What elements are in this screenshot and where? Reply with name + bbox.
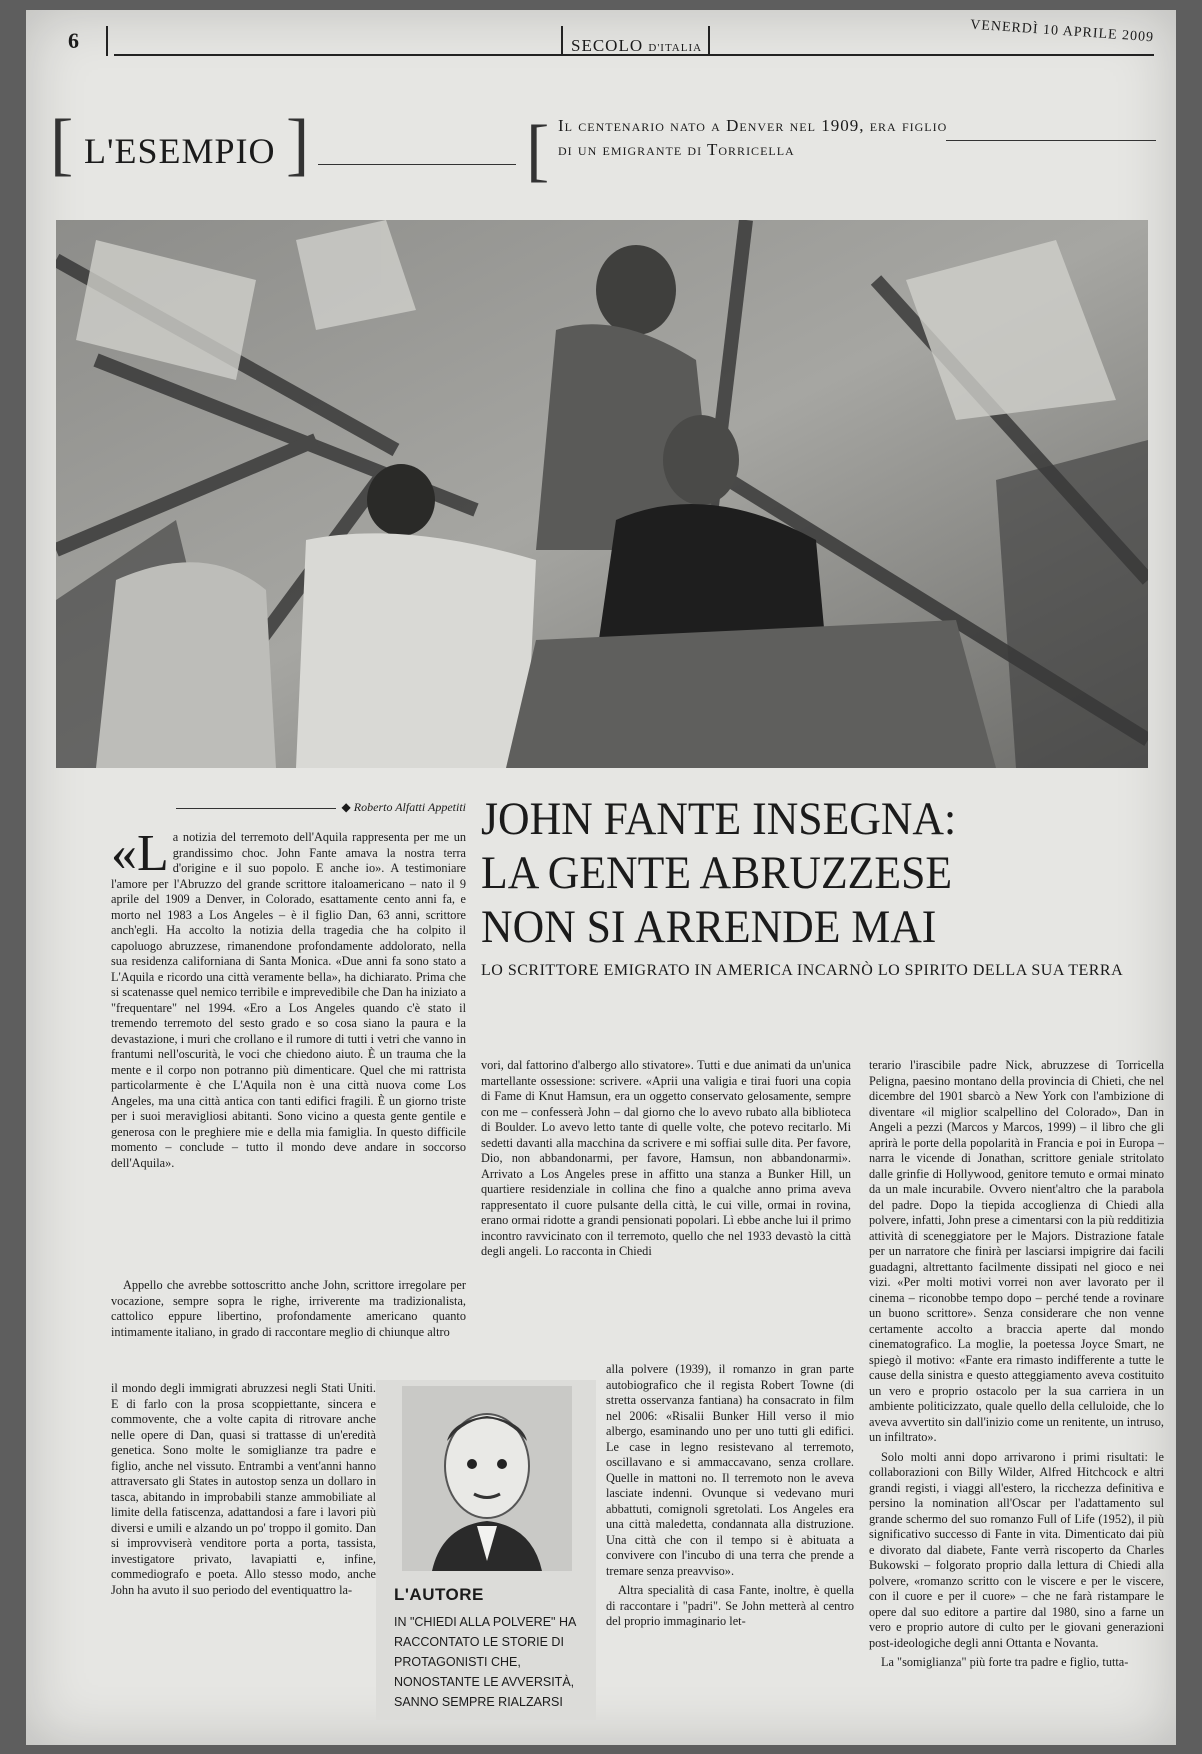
article-column	[606, 1362, 854, 1737]
newspaper-page	[26, 10, 1176, 1745]
drop-cap: «L	[111, 830, 169, 882]
earthquake-photo	[56, 220, 1148, 768]
bracket-left-icon: [	[50, 106, 74, 183]
article-column	[111, 1278, 466, 1383]
paragraph: Appello che avrebbe sottoscritto anche John, scrittore irregolare per vocazione, sempre sopra le righe, irriverente ma tradizionalista, cattolico eppure libertino, profondamente americano quanto intimamente italiano, in grado di raccontare meglio di chiunque altro	[111, 1278, 466, 1339]
author-portrait	[402, 1386, 572, 1571]
subheadline: LO SCRITTORE EMIGRATO IN AMERICA INCARNÒ LO SPIRITO DELLA SUA TERRA	[481, 962, 1124, 979]
diamond-icon: ◆	[341, 800, 354, 814]
divider	[176, 808, 336, 809]
divider	[318, 164, 516, 165]
headline-line: LA GENTE ABRUZZESE	[481, 847, 953, 899]
article-column	[481, 1058, 851, 1363]
article-column	[111, 1381, 376, 1726]
article-column	[869, 1058, 1164, 1744]
byline	[136, 800, 466, 815]
running-head	[56, 17, 1156, 58]
newspaper-name	[571, 36, 702, 56]
paragraph: Solo molti anni dopo arrivarono i primi risultati: le collaborazioni con Billy Wilder, Alfred Hitchcock e altri grandi registi, i viaggi all'estero, la ricchezza definitiva e persino la nomination all'Oscar per l'adattamento sul grande schermo del suo romanzo Full of Life (1952), il più significativo successo di Fante in vita. Dimenticato dai più e divorato dal diabete, Fante verrà riscoperto da Charles Bukowski – folgorato proprio dalla lettura di Chiedi alla polvere, «romanzo scritto con le viscere e per le viscere, con il cuore e per il cuore» – che ne farà ristampare le opere dal suo editore a partire dal 1980, sino a farne un vero e proprio autore di culto per le giovani generazioni post-ideologiche degli anni Ottanta e Novanta.	[869, 1449, 1164, 1650]
divider	[946, 140, 1156, 141]
author-box-text: IN "CHIEDI ALLA POLVERE" HA RACCONTATO LE STORIE DI PROTAGONISTI CHE, NONOSTANTE LE AVVERSITÀ, SANNO SEMPRE RIALZARSI	[394, 1615, 576, 1709]
page-number: 6	[68, 28, 79, 53]
kicker	[526, 110, 1166, 192]
paragraph: a notizia del terremoto dell'Aquila rappresenta per me un grandissimo choc. John Fante amava la nostra terra d'origine e il suo popolo. E anche io». A testimoniare l'amore per l'Abruzzo del grande scrittore italoamericano – nato il 9 aprile del 1909 a Denver, in Colorado, esattamente cento anni fa, e morto nel 1983 a Los Angeles – è il figlio Dan, 63 anni, scrittore anch'egli. Ha accolto la notizia della tragedia che ha colpito il capoluogo abruzzese, rimanendone profondamente addolorato, nella sua residenza californiana di Santa Monica. «Due anni fa sono stato a L'Aquila e ricordo una città veramente bella», ha dichiarato. Prima che si scatenasse quel nemico terribile e imprevedibile che Dan ha iniziato a "frequentare" nel 1994. «Ero a Los Angeles quando c'è stato il tremendo terremoto del sesto grado e so cosa siano la paura e la devastazione, i muri che crollano e il rumore di tutti i vetri che vanno in frantumi nell'oscurità, le voci che chiedono aiuto. È un trauma che la mente e il corpo non potranno più dimenticare. Quel che mi rattrista particolarmente è che L'Aquila non è una città nuova come Los Angeles, ma una città antica con tanti edifici fragili. È un giorno triste per i suoi meravigliosi abitanti. Sono vicino a questa gente gentile e generosa con le preghiere mie e della mia famiglia. In questo difficile momento – conclude – tutto il mondo deve andare in soccorso dell'Aquila».	[111, 830, 466, 1170]
paragraph: vori, dal fattorino d'albergo allo stivatore». Tutti e due animati da un'unica martellante ossessione: scrivere. «Aprii una valigia e tirai fuori una copia di Fame di Knut Hamsun, era un oggetto conservato gelosamente, sempre con me – confesserà John – dal giorno che lo avevo rubato alla biblioteca di Boulder. Lo avevo letto tante di quelle volte, che potevo recitarlo. Mi sedetti davanti alla macchina da scrivere e mi soffiai sulle dita. Per favore, Dio, non abbandonarmi, per favore, Hamsun, non abbandonarmi». Arrivato a Los Angeles prese in affitto una stanza a Bunker Hill, un quartiere residenziale in collina che fino a qualche anno prima aveva rappresentato il cuore pulsante della città, le cui ville, ormai in rovina, erano ormai ridotte a grandi pensionati popolari. Lì ebbe anche lui il primo incontro ravvicinato con il terremoto, quello che nel 1933 devastò la città degli angeli. Lo racconta in Chiedi	[481, 1058, 851, 1258]
headline-line: NON SI ARRENDE MAI	[481, 901, 937, 953]
divider	[106, 26, 108, 56]
divider	[708, 26, 710, 56]
headline-line: JOHN FANTE INSEGNA:	[481, 793, 957, 845]
article-column	[111, 830, 466, 1285]
divider	[561, 26, 563, 56]
headline-block	[481, 792, 1171, 980]
paragraph: il mondo degli immigrati abruzzesi negli Stati Uniti. E di farlo con la prosa scoppiettante, sincera e commovente, che a volte capita di ritrovare anche nelle opere di Dan, quasi si trattasse di un'eredità genetica. Sono molte le somiglianze tra padre e figlio, anche nel vissuto. Entrambi a vent'anni hanno attraversato gli States in autostop senza un dollaro in tasca, abitando in improbabili stanze ammobiliate al limite della fatiscenza, adattandosi a fare i lavori più diversi e umili e alzando un po' troppo il gomito. Dan si improvviserà venditore porta a porta, tassista, investigatore privato, lavapiatti e, infine, commediografo e poeta. Allo stesso modo, anche John ha avuto il suo periodo del eventiquattro la-	[111, 1381, 376, 1597]
author-box	[376, 1380, 596, 1720]
author-portrait-image	[402, 1386, 572, 1571]
bracket-left-icon: [	[526, 112, 550, 189]
paragraph: alla polvere (1939), il romanzo in gran parte autobiografico che il regista Robert Towne (di stretta osservanza fantiana) ha consacrato in film nel 2006: «Risalii Bunker Hill verso il mio albergo, esaminando uno per uno tutti gli edifici. Le case in legno resistevano al terremoto, oscillavano e si ammaccavano, senza crollare. Quelle in mattoni no. Il terremoto non le aveva lasciate indenni. Ovunque si vedevano muri abbattuti, comignoli sgretolati. Los Angeles era una città maledetta, condannata alla distruzione. Una città che con il tempo si è abituata a convivere con l'incubo di una terra che prende a tremare senza preavviso».	[606, 1362, 854, 1578]
author-name: Roberto Alfatti Appetiti	[353, 800, 466, 814]
paragraph: terario l'irascibile padre Nick, abruzzese di Torricella Peligna, paesino montano della provincia di Chieti, che nel dicembre del 1901 sbarcò a New York con l'ambizione di diventare «il miglior scalpellino del Colorado», Dan in Angeli a pezzi (Marcos y Marcos, 1999) – il libro che gli aprirà le porte della popolarità in Francia e poi in Europa – narra le vicende di Jonathan, scrittore geniale stritolato dalle grinfie di Hollywood, genitore temuto e ormai minato da un male incurabile. Ovvero nient'altro che la parabola del padre. Dopo la tiepida accoglienza di Chiedi alla polvere, infatti, John prese a cimentarsi con la più redditizia attività di sceneggiatore per le Majors. Distrazione fatale per un narratore che finirà per lasciarsi impigrire dai facili guadagni, altrettanto facilmente dissipati nel gioco e nei vizi. «Per molti motivi vorrei non aver lavorato per il cinema – riconobbe tempo dopo – perché tende a rovinare un buono scrittore». Senza considerare che non venne certamente accolto a braccia aperte dal mondo cinematografico. La moglie, la poetessa Joyce Smart, ne spiegò il motivo: «Fante era rimasto indifferente a tutte le cause della sinistra e questo atteggiamento aveva costituito un vero e proprio ostacolo per la sua carriera in un ambiente politicizzato, quale quello della celluloide, che lo aveva avvertito sin dall'inizio come un renitente, un intruso, un infiltrato».	[869, 1058, 1164, 1444]
section-label: L'ESEMPIO	[84, 131, 276, 171]
paragraph: Altra specialità di casa Fante, inoltre, è quella di raccontare i "padri". Se John metterà al centro del proprio immaginario let-	[606, 1583, 854, 1628]
paragraph: La "somiglianza" più forte tra padre e figlio, tutta-	[881, 1655, 1129, 1669]
rescue-scene-image	[56, 220, 1148, 768]
newspaper-name-main: SECOLO	[571, 36, 644, 55]
section-header	[50, 106, 520, 192]
issue-date: VENERDÌ 10 APRILE 2009	[969, 17, 1155, 46]
newspaper-name-suffix: D'ITALIA	[648, 42, 703, 54]
kicker-text: Il centenario nato a Denver nel 1909, era figlio di un emigrante di Torricella	[558, 116, 948, 159]
author-box-title: L'AUTORE	[394, 1585, 484, 1604]
bracket-right-icon: ]	[286, 106, 310, 183]
